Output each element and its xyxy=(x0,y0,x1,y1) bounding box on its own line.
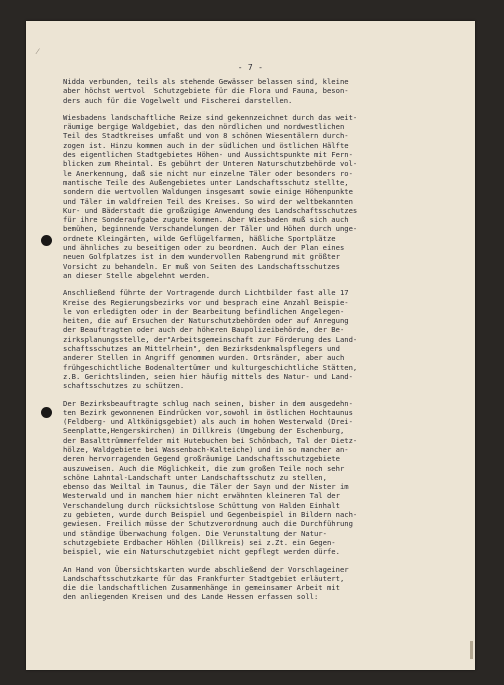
text-line: Westerwald und in manchem hier nicht erwähnten kleineren Tal der xyxy=(63,491,340,501)
text-line: Der Bezirksbeauftragte schlug nach seinen, bisher in dem ausgedehn- xyxy=(63,398,353,408)
body-text xyxy=(63,77,473,610)
text-line: le von erledigten oder in der Bearbeitung befindlichen Angelegen- xyxy=(63,306,345,316)
paragraph-2 xyxy=(63,113,473,280)
text-line: deren hervorragenden Gegend großräumige Landschaftsschutzgebiete xyxy=(63,454,340,464)
text-line: frühgeschichtliche Bodenaltertümer und kulturgeschichtliche Stätten, xyxy=(63,362,358,372)
text-line: Kur- und Bäderstadt die großzügige Anwendung des Landschaftsschutzes xyxy=(63,205,358,215)
paragraph-5 xyxy=(63,565,473,602)
text-line: den anliegenden Kreisen und des Lande Hessen erfassen soll: xyxy=(63,592,319,602)
text-line: Landschaftsschutzkarte für das Frankfurter Stadtgebiet erläutert, xyxy=(63,573,345,583)
text-line: und Täler im waldfreien Teil des Kreises. So wird der weltbekannten xyxy=(63,196,353,206)
paragraph-1 xyxy=(63,77,473,105)
text-line: schöne Lahntal-Landschaft unter Landschaftsschutz zu stellen, xyxy=(63,472,327,482)
text-line: mantische Teile des Außengebietes unter Landschaftsschutz stellte, xyxy=(63,177,349,187)
page-edge-mark xyxy=(470,641,473,659)
text-line: zirksplanungsstelle, der"Arbeitsgemeinschaft zur Förderung des Land- xyxy=(63,334,358,344)
text-line: ten Bezirk gewonnenen Eindrücken vor,sowohl im östlichen Hochtaunus xyxy=(63,407,353,417)
document-page xyxy=(26,21,475,670)
text-line: z.B. Gerichtslinden, seien hier häufig mittels des Natur- und Land- xyxy=(63,371,353,381)
page-number: - 7 - xyxy=(237,63,264,72)
text-line: heiten, die auf Ersuchen der Naturschutzbehörden oder auf Anregung xyxy=(63,316,349,326)
text-line: auszuweisen. Auch die Möglichkeit, die zum großen Teile noch sehr xyxy=(63,463,345,473)
text-line: ders auch für die Vogelwelt und Fischerei darstellen. xyxy=(63,95,293,105)
text-line: ebenso das Weiltal im Taunus, die Täler der Sayn und der Nister im xyxy=(63,482,349,492)
text-line: hölze, Waldgebiete bei Wassenbach-Kalteiche) und in so mancher an- xyxy=(63,444,349,454)
text-line: neuen Golfplatzes ist in dem wundervollen Rabengrund mit größter xyxy=(63,252,340,262)
text-line: Kreise des Regierungsbezirks vor und besprach eine Anzahl Beispie- xyxy=(63,297,349,307)
text-line: zu gebieten, wurde durch Beispiel und Gegenbeispiel in Bildern nach- xyxy=(63,510,358,520)
text-line: aber höchst wertvol Schutzgebiete für die Flora und Fauna, beson- xyxy=(63,86,349,96)
punch-hole-top-icon xyxy=(41,235,52,246)
text-line: für ihre Sonderaufgabe zugute kommen. Aber Wiesbaden muß sich auch xyxy=(63,215,349,225)
text-line: gewiesen. Freilich müsse der Schutzverordnung auch die Durchführung xyxy=(63,519,353,529)
text-line: räumige bergige Waldgebiet, das den nördlichen und nordwestlichen xyxy=(63,122,345,132)
text-line: Vorsicht zu behandeln. Er muß von Seiten des Landschaftsschutzes xyxy=(63,261,340,271)
text-line: Nidda verbunden, teils als stehende Gewässer belassen sind, kleine xyxy=(63,77,349,86)
punch-hole-bottom-icon xyxy=(41,407,52,418)
paragraph-3 xyxy=(63,288,473,390)
text-line: bemühen, beginnende Verschandelungen der Täler und Höhen durch unge- xyxy=(63,224,358,234)
text-line: zogen ist. Hinzu kommen auch in der südlichen und östlichen Hälfte xyxy=(63,140,349,150)
text-line: an dieser Stelle abgelehnt werden. xyxy=(63,270,211,280)
text-line: schutzgebiete Erdbacher Höhlen (Dillkreis) sei z.Zt. ein Gegen- xyxy=(63,537,336,547)
text-line: des eigentlichen Stadtgebietes Höhen- und Aussichtspunkte mit Fern- xyxy=(63,150,353,160)
text-line: beispiel, wie ein Naturschutzgebiet nicht gepflegt werden dürfe. xyxy=(63,547,340,557)
text-line: Anschließend führte der Vortragende durch Lichtbilder fast alle 17 xyxy=(63,288,349,298)
text-line: ordnete Kleingärten, wilde Geflügelfarmen, häßliche Sportplätze xyxy=(63,233,336,243)
text-line: Seenplatte,Hengerskirchen) in Dillkreis (Umgebung der Eschenburg, xyxy=(63,426,345,436)
text-line: (Feldberg- und Altkönigsgebiet) als auch im hohen Westerwald (Drei- xyxy=(63,417,353,427)
text-line: der Beauftragten oder auch der höheren Baupolizeibehörde, der Be- xyxy=(63,325,345,335)
text-line: anderer Stellen in Angriff genommen wurden. Ortsränder, aber auch xyxy=(63,353,345,363)
text-line: schaftsschutzes am Mittelrhein", den Bezirksdenkmalspflegers und xyxy=(63,344,340,354)
text-line: Teil des Stadtkreises umfaßt und von 8 schönen Wiesentälern durch- xyxy=(63,131,349,141)
paragraph-4 xyxy=(63,399,473,557)
text-line: und ständige Überwachung folgen. Die Verunstaltung der Natur- xyxy=(63,528,327,538)
pencil-mark-icon: ⁄ xyxy=(37,47,39,56)
text-line: und ähnliches zu beseitigen oder zu beordnen. Auch der Plan eines xyxy=(63,243,345,253)
text-line: le Anerkennung, daß sie nicht nur einzelne Täler oder besonders ro- xyxy=(63,168,353,178)
text-line: Wiesbadens landschaftliche Reize sind gekennzeichnet durch das weit- xyxy=(63,112,358,122)
text-line: die die landschaftlichen Zusammenhänge in gemeinsamer Arbeit mit xyxy=(63,583,340,593)
text-line: schaftsschutzes zu schützen. xyxy=(63,381,185,391)
text-line: der Basalttrümmerfelder mit Hutebuchen bei Schönbach, Tal der Dietz- xyxy=(63,435,358,445)
text-line: blicken zum Rheintal. Es gebührt der Unteren Naturschutzbehörde vol- xyxy=(63,159,358,169)
text-line: Verschandelung durch rücksichtslose Schüttung von Halden Einhalt xyxy=(63,500,340,510)
text-line: sondern die wertvollen Waldungen insgesamt sowie einige Höhenpunkte xyxy=(63,187,353,197)
text-line: An Hand von Übersichtskarten wurde abschließend der Vorschlageiner xyxy=(63,564,349,574)
